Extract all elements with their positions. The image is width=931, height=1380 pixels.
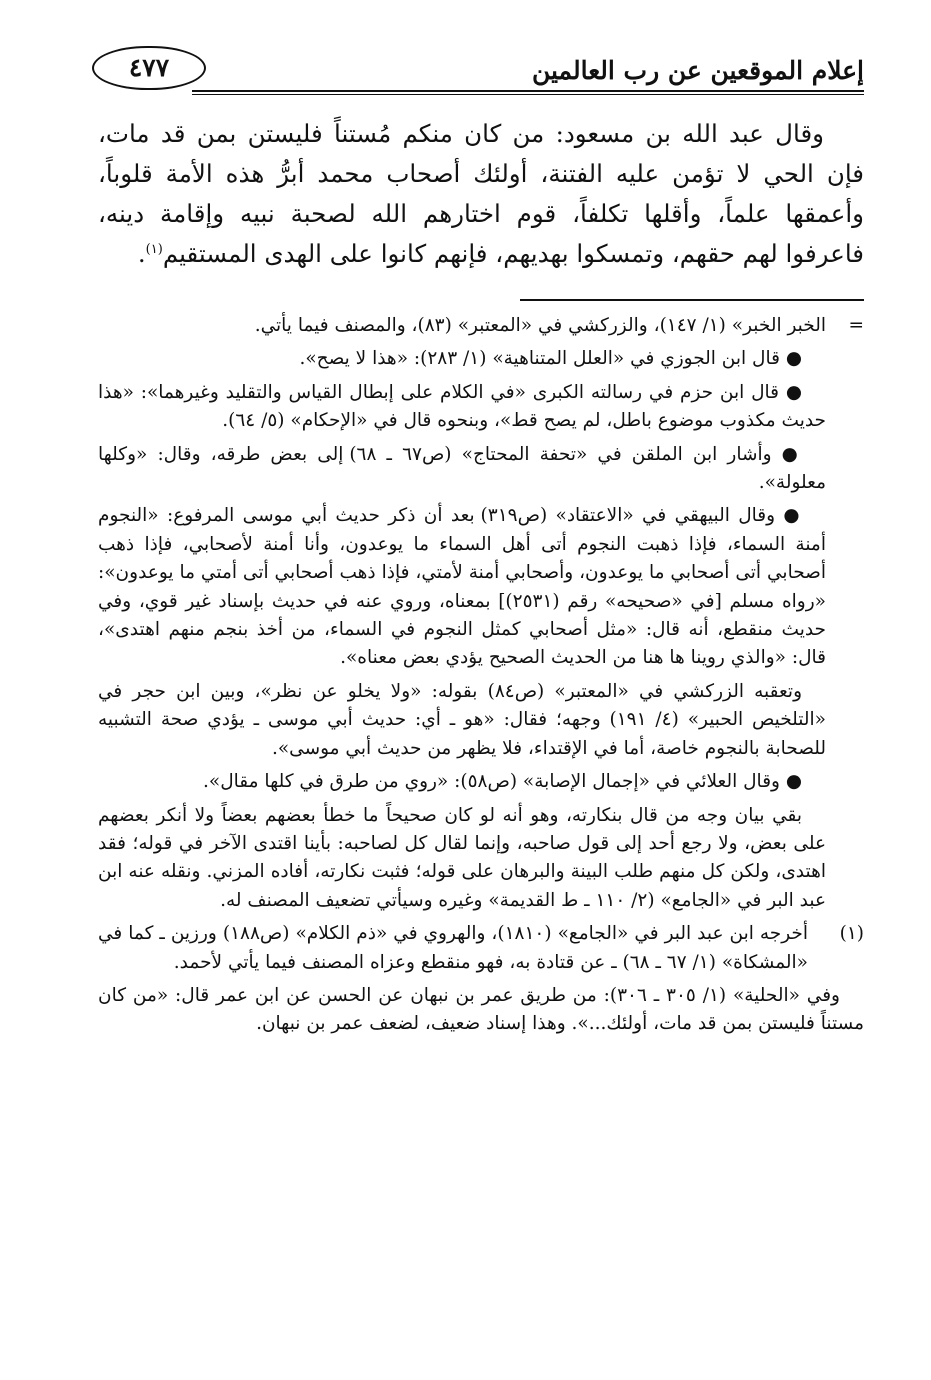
header-rule — [192, 90, 864, 92]
page-number-badge: ٤٧٧ — [92, 46, 206, 90]
footnote-bullet-ibn-almulaqqin: ● وأشار ابن الملقن في «تحفة المحتاج» (ص٦٧ ـ ٦٨) إلى بعض طرقه، وقال: «وكلها معلولة». — [98, 443, 826, 494]
footnote-ref-1: (١) — [145, 241, 163, 257]
footnote-1 — [98, 920, 864, 977]
main-paragraph-end: . — [137, 239, 146, 268]
header-rule-thin — [192, 94, 864, 95]
footnotes — [98, 312, 864, 1044]
continuation-marker: = — [848, 315, 864, 336]
main-paragraph — [98, 114, 864, 274]
main-text — [98, 114, 864, 274]
footnote-continuation — [98, 312, 864, 340]
footnote-bullet-ibn-aljawzi: ● قال ابن الجوزي في «العلل المتناهية» (١/ ٢٨٣): «هذا لا يصح». — [299, 348, 802, 370]
footnote-nakarah-paragraph: بقي بيان وجه من قال بنكارته، وهو أنه لو كان صحيحاً ما خطأ بعضهم بعضاً ولا أنكر بعضهم على بعض، ولا رجع أحد إلى قول صاحبه، وإنما لقال كل لصاحبه: بأينا اقتدى الآخر في قوله؛ فقد اهتدى، ولكن كل منهم طلب البينة والبرهان على قوله؛ فثبت نكارته، أفاده المزني. ونقله عنه ابن عبد البر في «الجامع» (٢/ ١١٠ ـ ط القديمة» وغيره وسيأتي تضعيف المصنف له. — [98, 804, 826, 911]
footnote-1-text: أخرجه ابن عبد البر في «الجامع» (١٨١٠)، والهروي في «ذم الكلام» (ص١٨٨) ورزين ـ كما في «المشكاة» (١/ ٦٧ ـ ٦٨) ـ عن قتادة به، فهو منقطع وعزاه المصنف فيما يأتي لأحمد. — [98, 923, 808, 973]
book-title: إعلام الموقعين عن رب العالمين — [531, 56, 864, 85]
footnote-separator — [520, 299, 864, 301]
footnote-bullet-albayhaqi: ● وقال البيهقي في «الاعتقاد» (ص٣١٩) بعد أن ذكر حديث أبي موسى المرفوع: «النجوم أمنة السماء، فإذا ذهبت النجوم أتى أهل السماء ما يوعدون، وأنا أمنة لأصحابي، فإذا ذهب أصحابي أتى أصحابي ما يوعدون، وأصحابي أمنة لأمتي، فإذا ذهب أصحابي أتى أمتي ما يوعدون»: «رواه مسلم [في «صحيحه» رقم (٢٥٣١)] بمعناه، وروي عنه في حديث بإسناد غير قوي، وفي حديث منقطع، أنه قال: «مثل أصحابي كمثل النجوم في السماء، من أخذ بنجم منهم اهتدى»، قال: «والذي روينا ها هنا من الحديث الصحيح يؤدي بعض معناه». — [98, 505, 826, 669]
footnote-bullet-alalai: ● وقال العلائي في «إجمال الإصابة» (ص٥٨): «روي من طرق في كلها مقال». — [203, 771, 802, 793]
footnote-zarkashi-paragraph: وتعقبه الزركشي في «المعتبر» (ص٨٤) بقوله: «ولا يخلو عن نظر»، وبين ابن حجر في «التلخيص الحبير» (٤/ ١٩١) وجهه؛ فقال: «هو ـ أي: حديث أبي موسى ـ يؤدي صحة التشبيه للصحابة بالنجوم خاصة، أما في الإقتداء، فلا يظهر من حديث أبي موسى». — [98, 680, 826, 759]
footnote-1-continuation: وفي «الحلية» (١/ ٣٠٥ ـ ٣٠٦): من طريق عمر بن نبهان عن الحسن عن ابن عمر قال: «من كان مستناً فليستن بمن قد مات، أولئك...». وهذا إسناد ضعيف، لضعف عمر بن نبهان. — [98, 984, 864, 1035]
footnote-bullet-ibn-hazm: ● قال ابن حزم في رسالته الكبرى «في الكلام على إبطال القياس والتقليد وغيرهما»: «هذا حديث مكذوب موضوع باطل، لم يصح قط»، وبنحوه قال في «الإحكام» (٥/ ٦٤). — [98, 381, 826, 432]
main-paragraph-text: وقال عبد الله بن مسعود: من كان منكم مُستناً فليستن بمن قد مات، فإن الحي لا تؤمن عليه الفتنة، أولئك أصحاب محمد أبرُّ هذه الأمة قلوباً، وأعمقها علماً، وأقلها تكلفاً، قوم اختارهم الله لصحبة نبيه وإقامة دينه، فاعرفوا لهم حقهم، وتمسكوا بهديهم، فإنهم كانوا على الهدى المستقيم — [98, 119, 864, 268]
footnote-text: الخبر الخبر» (١/ ١٤٧)، والزركشي في «المعتبر» (٨٣)، والمصنف فيما يأتي. — [254, 315, 826, 336]
page-header — [92, 44, 864, 96]
footnote-1-number: (١) — [839, 923, 864, 945]
